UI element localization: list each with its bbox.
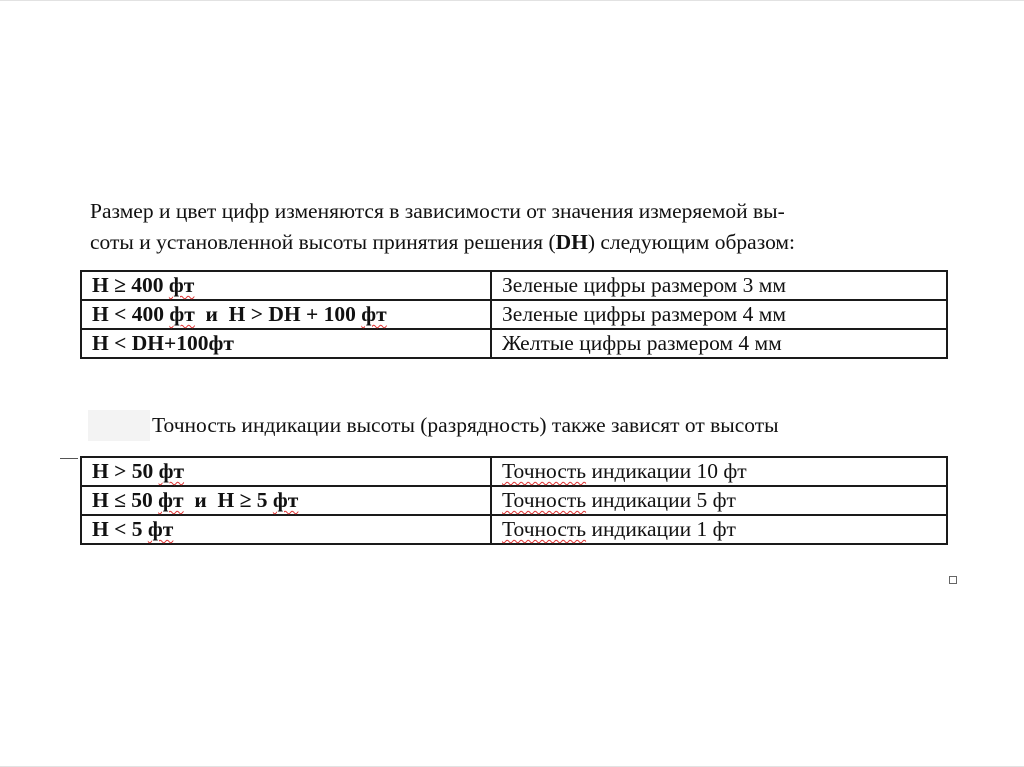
condition-cell	[81, 271, 491, 300]
paragraph-indent-shade	[88, 410, 150, 441]
description-cell	[491, 515, 947, 544]
condition-text: и H > DH + 100	[194, 302, 362, 326]
table-row	[81, 300, 947, 329]
intro-line-2-start: соты и установленной высоты принятия решения (	[90, 230, 556, 254]
slide-top-border	[0, 0, 1024, 1]
table-row	[81, 271, 947, 300]
condition-text: и H ≥ 5	[183, 488, 273, 512]
table-row	[81, 515, 947, 544]
description-text: индикации 1 фт	[586, 517, 736, 541]
description-word: Точность	[502, 517, 587, 541]
description-text: индикации 10 фт	[586, 459, 747, 483]
condition-text: H < 5	[92, 517, 148, 541]
table-row	[81, 457, 947, 486]
condition-unit: фт	[158, 459, 185, 483]
description-cell	[491, 486, 947, 515]
intro-line-2-end: ) следующим образом:	[587, 230, 795, 254]
intro-paragraph	[90, 196, 956, 258]
description-cell	[491, 457, 947, 486]
condition-text: H < 400	[92, 302, 170, 326]
condition-cell	[81, 329, 491, 358]
condition-cell	[81, 300, 491, 329]
condition-unit: фт	[147, 517, 174, 541]
condition-text: H ≥ 400	[92, 273, 169, 297]
condition-cell	[81, 515, 491, 544]
condition-cell	[81, 486, 491, 515]
description-word: Точность	[502, 488, 587, 512]
condition-unit: фт	[169, 302, 195, 326]
description-word: Точность	[502, 459, 587, 483]
precision-intro-paragraph	[88, 410, 948, 441]
condition-unit: фт	[272, 488, 299, 512]
intro-dh-abbrev: DH	[555, 230, 588, 254]
intro-line-1: Размер и цвет цифр изменяются в зависимости от значения измеряемой вы-	[90, 199, 785, 223]
description-cell: Зеленые цифры размером 3 мм	[491, 271, 947, 300]
condition-text: H ≤ 50	[92, 488, 159, 512]
description-cell: Зеленые цифры размером 4 мм	[491, 300, 947, 329]
condition-unit: фт	[158, 488, 184, 512]
condition-unit: фт	[168, 273, 195, 297]
description-cell: Желтые цифры размером 4 мм	[491, 329, 947, 358]
condition-text: H < DH+100фт	[92, 331, 234, 355]
condition-text: H > 50	[92, 459, 159, 483]
table-row	[81, 329, 947, 358]
table-row	[81, 486, 947, 515]
precision-intro-text: Точность индикации высоты (разрядность) также зависят от высоты	[152, 413, 779, 437]
digit-size-table	[80, 270, 948, 359]
table-anchor-mark	[60, 458, 78, 459]
condition-cell	[81, 457, 491, 486]
table-resize-handle[interactable]	[949, 576, 957, 584]
description-text: индикации 5 фт	[586, 488, 736, 512]
condition-unit: фт	[361, 302, 387, 326]
altitude-precision-table	[80, 456, 948, 545]
